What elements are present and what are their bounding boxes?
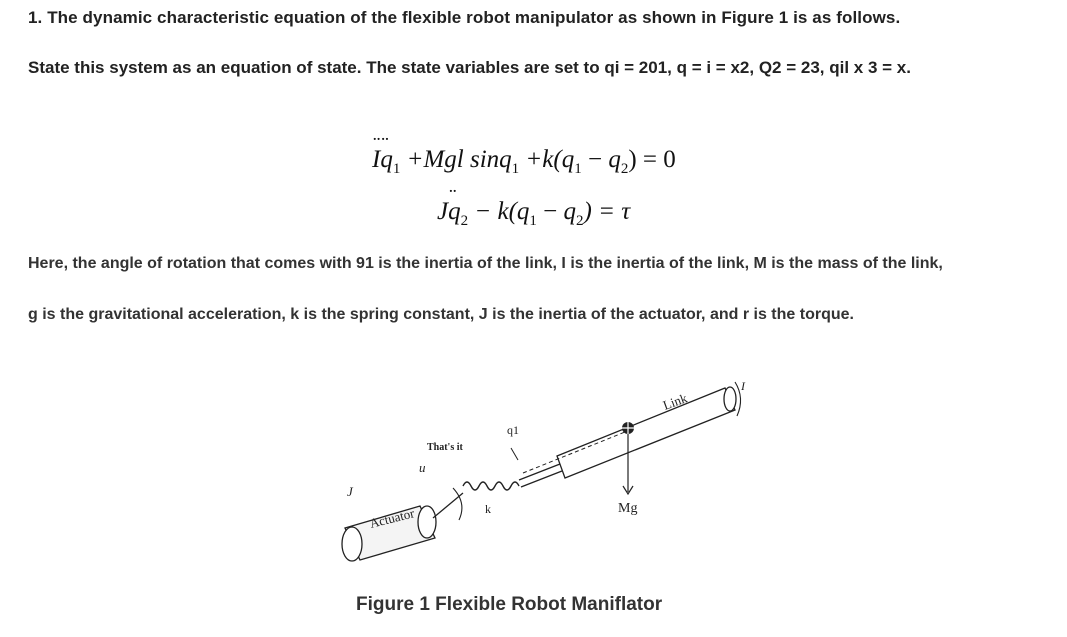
torque-arrow-icon bbox=[453, 488, 462, 520]
link-body bbox=[557, 387, 736, 478]
eq2-sub: 2 bbox=[460, 213, 469, 229]
eq1-q: q bbox=[608, 146, 621, 173]
robot-manipulator-figure bbox=[335, 368, 765, 568]
figure-label-k: k bbox=[485, 502, 491, 516]
figure-label-mg: Mg bbox=[618, 501, 638, 516]
equation-2 bbox=[437, 198, 630, 230]
eq2-sub: 1 bbox=[529, 213, 537, 229]
eq1-sub: 1 bbox=[392, 161, 401, 177]
figure-caption: Figure 1 Flexible Robot Maniflator bbox=[356, 594, 663, 615]
eq1-q: q bbox=[499, 146, 512, 173]
spring-icon bbox=[463, 482, 519, 490]
eq1-minus: − bbox=[581, 146, 609, 173]
angle-q1-arrow-icon bbox=[511, 448, 518, 460]
actuator-shaft bbox=[433, 493, 463, 518]
eq1-q: q bbox=[561, 146, 575, 173]
center-of-mass-icon bbox=[622, 422, 634, 434]
paragraph-line-1: Here, the angle of rotation that comes with 91 is the inertia of the link, I is the inertia of the link, M is the mass of the link, bbox=[28, 255, 943, 272]
eq1-sub: 2 bbox=[620, 161, 629, 177]
eq2-sub: 2 bbox=[576, 213, 584, 229]
figure-label-link: Link bbox=[660, 390, 690, 413]
figure-label-u: u bbox=[419, 460, 426, 475]
eq2-minus: − bbox=[536, 198, 564, 225]
eq2-spring-term: − k( bbox=[474, 198, 517, 225]
eq1-q-ddot: ¨ q bbox=[380, 146, 393, 174]
eq2-end: ) = τ bbox=[583, 198, 631, 225]
eq2-q-ddot: ¨ q bbox=[448, 198, 461, 226]
question-title: 1. The dynamic characteristic equation of the flexible robot manipulator as shown in Figure 1 is as follows. bbox=[28, 8, 901, 27]
eq2-q: q bbox=[516, 198, 530, 225]
eq1-spring-term: +k( bbox=[525, 146, 562, 173]
eq2-inertia-J: J bbox=[437, 198, 449, 225]
eq2-q: q bbox=[563, 198, 577, 225]
eq1-sub: 1 bbox=[574, 161, 582, 177]
eq1-inertia-I: ¨ I bbox=[372, 146, 380, 174]
eq1-sub: 1 bbox=[511, 161, 520, 177]
equation-1 bbox=[372, 146, 676, 178]
figure-label-I: I bbox=[741, 379, 745, 393]
figure-label-q1: q1 bbox=[507, 423, 519, 437]
eq1-gravity-term: +Mgl sin bbox=[406, 146, 500, 173]
figure-label-thats-it: That's it bbox=[427, 442, 463, 453]
figure-label-J: J bbox=[347, 484, 353, 499]
eq1-end: ) = 0 bbox=[628, 146, 676, 173]
figure-label-actuator: Actuator bbox=[368, 505, 416, 531]
paragraph-line-2: g is the gravitational acceleration, k is the spring constant, J is the inertia of the actuator, and r is the torque. bbox=[28, 306, 854, 323]
question-state-variables: State this system as an equation of state. The state variables are set to qi = 201, q = i = x2, Q2 = 23, qil x 3 = x. bbox=[28, 58, 911, 77]
